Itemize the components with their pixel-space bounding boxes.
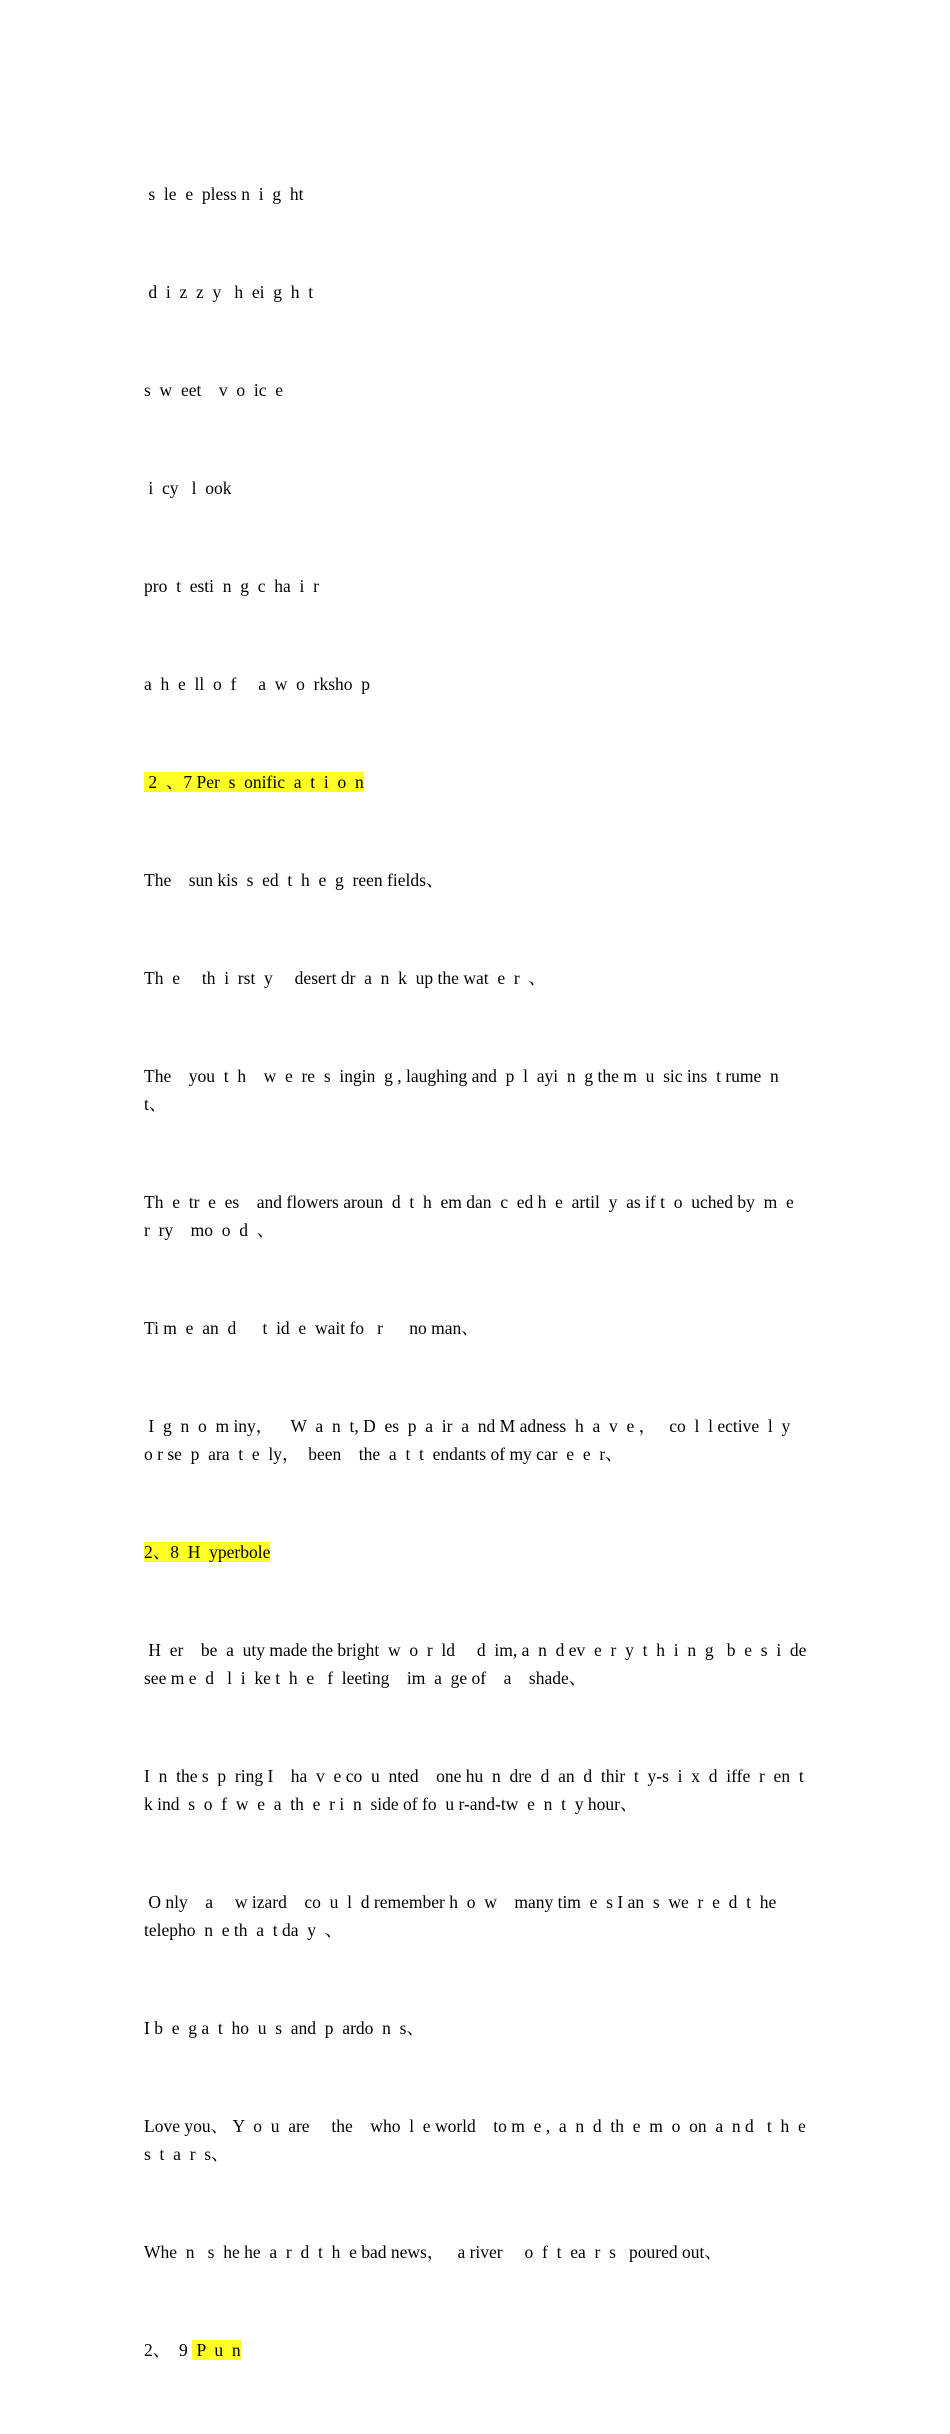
highlighted-heading-text: P u n	[192, 2340, 241, 2360]
text-line	[144, 1062, 808, 1118]
line-text: i cy l ook	[144, 478, 232, 498]
text-line	[144, 1412, 813, 1468]
text-line	[144, 964, 808, 992]
line-text: I b e g a t ho u s and p ardo n s、	[144, 2018, 424, 2038]
text-line	[144, 572, 808, 600]
line-text: pro t esti n g c ha i r	[144, 576, 319, 596]
section-heading	[144, 1538, 808, 1566]
line-text: Love you、 Y o u are the who l e world to m e , a n d th e m o on a n d t h e s t a r s、	[144, 2116, 811, 2164]
text-line	[144, 1762, 817, 1818]
text-line	[144, 1636, 811, 1692]
line-text: s w eet v o ic e	[144, 380, 283, 400]
line-text: d i z z y h ei g h t	[144, 282, 314, 302]
text-line	[144, 278, 808, 306]
text-line	[144, 1314, 808, 1342]
text-line	[144, 376, 808, 404]
text-line	[144, 1188, 808, 1244]
line-text: Th e th i rst y desert dr a n k up the wat e r 、	[144, 968, 546, 988]
text-line	[144, 474, 808, 502]
heading-number: 2、 9	[144, 2340, 193, 2360]
line-text: I n the s p ring I ha v e co u nted one hu n dre d an d thir t y-s i x d iffe r en t k ind s o f w e a th e r i n side of fo u r-and-tw e n t y hour、	[144, 1766, 817, 1814]
text-line	[144, 180, 808, 208]
line-text: s le e pless n i g ht	[144, 184, 304, 204]
highlighted-heading-text: 2、8 H yperbole	[144, 1542, 271, 1562]
text-line	[144, 670, 808, 698]
text-line	[144, 2112, 811, 2168]
document-body	[144, 124, 817, 2434]
section-heading	[144, 2336, 808, 2364]
text-line	[144, 2014, 808, 2042]
line-text: The you t h w e re s ingin g , laughing and p l ayi n g the m u sic ins t rume n t、	[144, 1066, 788, 1114]
text-line	[144, 2238, 808, 2266]
line-text: H er be a uty made the bright w o r ld d im, a n d ev e r y t h i n g b e s i de see m e d l i ke t h e f leeting im a ge of a shade、	[144, 1640, 811, 1688]
text-line	[144, 866, 808, 894]
line-text: Whe n s he he a r d t h e bad news， a river o f t ea r s poured out、	[144, 2242, 722, 2262]
line-text: I g n o m iny， W a n t, D es p a ir a nd M adness h a v e ， co l l ective l y o r se p ara t e ly， been the a t t endants of my car e e r、	[144, 1416, 813, 1464]
line-text: a h e ll o f a w o rksho p	[144, 674, 371, 694]
line-text: The sun kis s ed t h e g reen fields、	[144, 870, 444, 890]
text-line	[144, 1888, 808, 1944]
line-text: O nly a w izard co u l d remember h o w many tim e s I an s we r e d t he telepho n e th a t da y 、	[144, 1892, 781, 1940]
line-text: Ti m e an d t id e wait fo r no man、	[144, 1318, 479, 1338]
highlighted-heading-text: 2 、7 Per s onific a t i o n	[144, 772, 364, 792]
section-heading	[144, 768, 808, 796]
line-text: Th e tr e es and flowers aroun d t h em dan c ed h e artil y as if t o uched by m e r ry mo o d 、	[144, 1192, 803, 1240]
